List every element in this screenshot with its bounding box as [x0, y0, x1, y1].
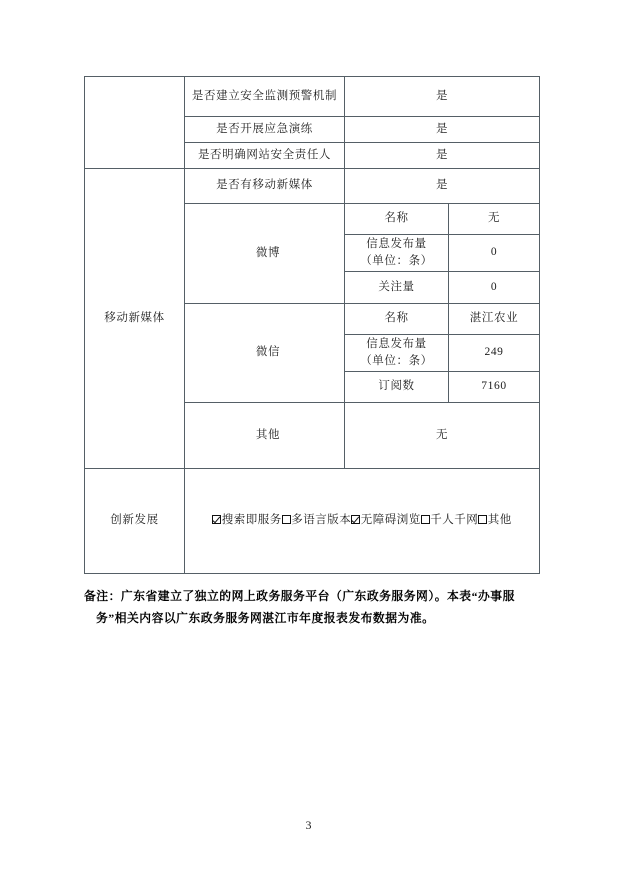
row-value-security-monitoring: 是: [345, 77, 540, 117]
page-number: 3: [305, 818, 312, 832]
footnote-line-1: 备注：广东省建立了独立的网上政务服务平台（广东政务服务网）。本表“办事服: [84, 589, 515, 603]
row-label-security-officer: 是否明确网站安全责任人: [185, 143, 345, 169]
checkbox-option-search-as-service[interactable]: [212, 512, 282, 529]
field-weibo-followers: 关注量: [345, 272, 449, 304]
checkbox-option-other[interactable]: [478, 512, 512, 529]
table-row: [85, 169, 540, 204]
field-weibo-name: 名称: [345, 204, 449, 235]
checkbox-option-accessibility[interactable]: [351, 512, 421, 529]
row-value-emergency-drill: 是: [345, 117, 540, 143]
security-section-blank-cell: [85, 77, 185, 169]
subsection-label-other: 其他: [185, 403, 345, 469]
footnote: [84, 586, 542, 630]
checkbox-icon[interactable]: [478, 515, 487, 524]
field-weixin-name: 名称: [345, 304, 449, 335]
checkbox-label: 无障碍浏览: [360, 514, 421, 527]
value-weibo-name: 无: [449, 204, 540, 235]
value-weibo-posts: 0: [449, 235, 540, 272]
table-row: [85, 469, 540, 574]
checkbox-label: 多语言版本: [291, 514, 352, 527]
innovation-options-group: [185, 469, 540, 574]
value-weibo-followers: 0: [449, 272, 540, 304]
subsection-label-weibo: 微博: [185, 204, 345, 304]
checkbox-option-personalized[interactable]: [421, 512, 479, 529]
field-weixin-posts: [345, 335, 449, 372]
subsection-label-weixin: 微信: [185, 304, 345, 403]
website-report-table: [84, 76, 540, 574]
value-weixin-posts: 249: [449, 335, 540, 372]
row-label-security-monitoring: 是否建立安全监测预警机制: [185, 77, 345, 117]
field-weixin-posts-line1: 信息发布量: [366, 337, 427, 350]
row-value-security-officer: 是: [345, 143, 540, 169]
checkbox-icon[interactable]: [282, 515, 291, 524]
value-weixin-subscribers: 7160: [449, 372, 540, 403]
field-weibo-posts: [345, 235, 449, 272]
field-weibo-posts-line2: （单位：条）: [360, 255, 433, 267]
field-weibo-posts-line1: 信息发布量: [366, 237, 427, 250]
row-label-emergency-drill: 是否开展应急演练: [185, 117, 345, 143]
checkbox-icon[interactable]: [351, 515, 360, 524]
checkbox-option-multilingual[interactable]: [282, 512, 352, 529]
checkbox-label: 搜索即服务: [221, 514, 282, 527]
section-label-mobile-new-media: 移动新媒体: [85, 169, 185, 469]
table-row: [85, 77, 540, 117]
row-label-has-new-media: 是否有移动新媒体: [185, 169, 345, 204]
section-label-innovation: 创新发展: [85, 469, 185, 574]
field-weixin-subscribers: 订阅数: [345, 372, 449, 403]
value-weixin-name: 湛江农业: [449, 304, 540, 335]
value-other-new-media: 无: [345, 403, 540, 469]
footnote-line-2: 务”相关内容以广东政务服务网湛江市年度报表发布数据为准。: [96, 610, 435, 625]
checkbox-icon[interactable]: [212, 515, 221, 524]
checkbox-label: 千人千网: [430, 514, 479, 527]
field-weixin-posts-line2: （单位：条）: [360, 355, 433, 367]
row-value-has-new-media: 是: [345, 169, 540, 204]
checkbox-icon[interactable]: [421, 515, 430, 524]
checkbox-label: 其他: [487, 514, 512, 527]
